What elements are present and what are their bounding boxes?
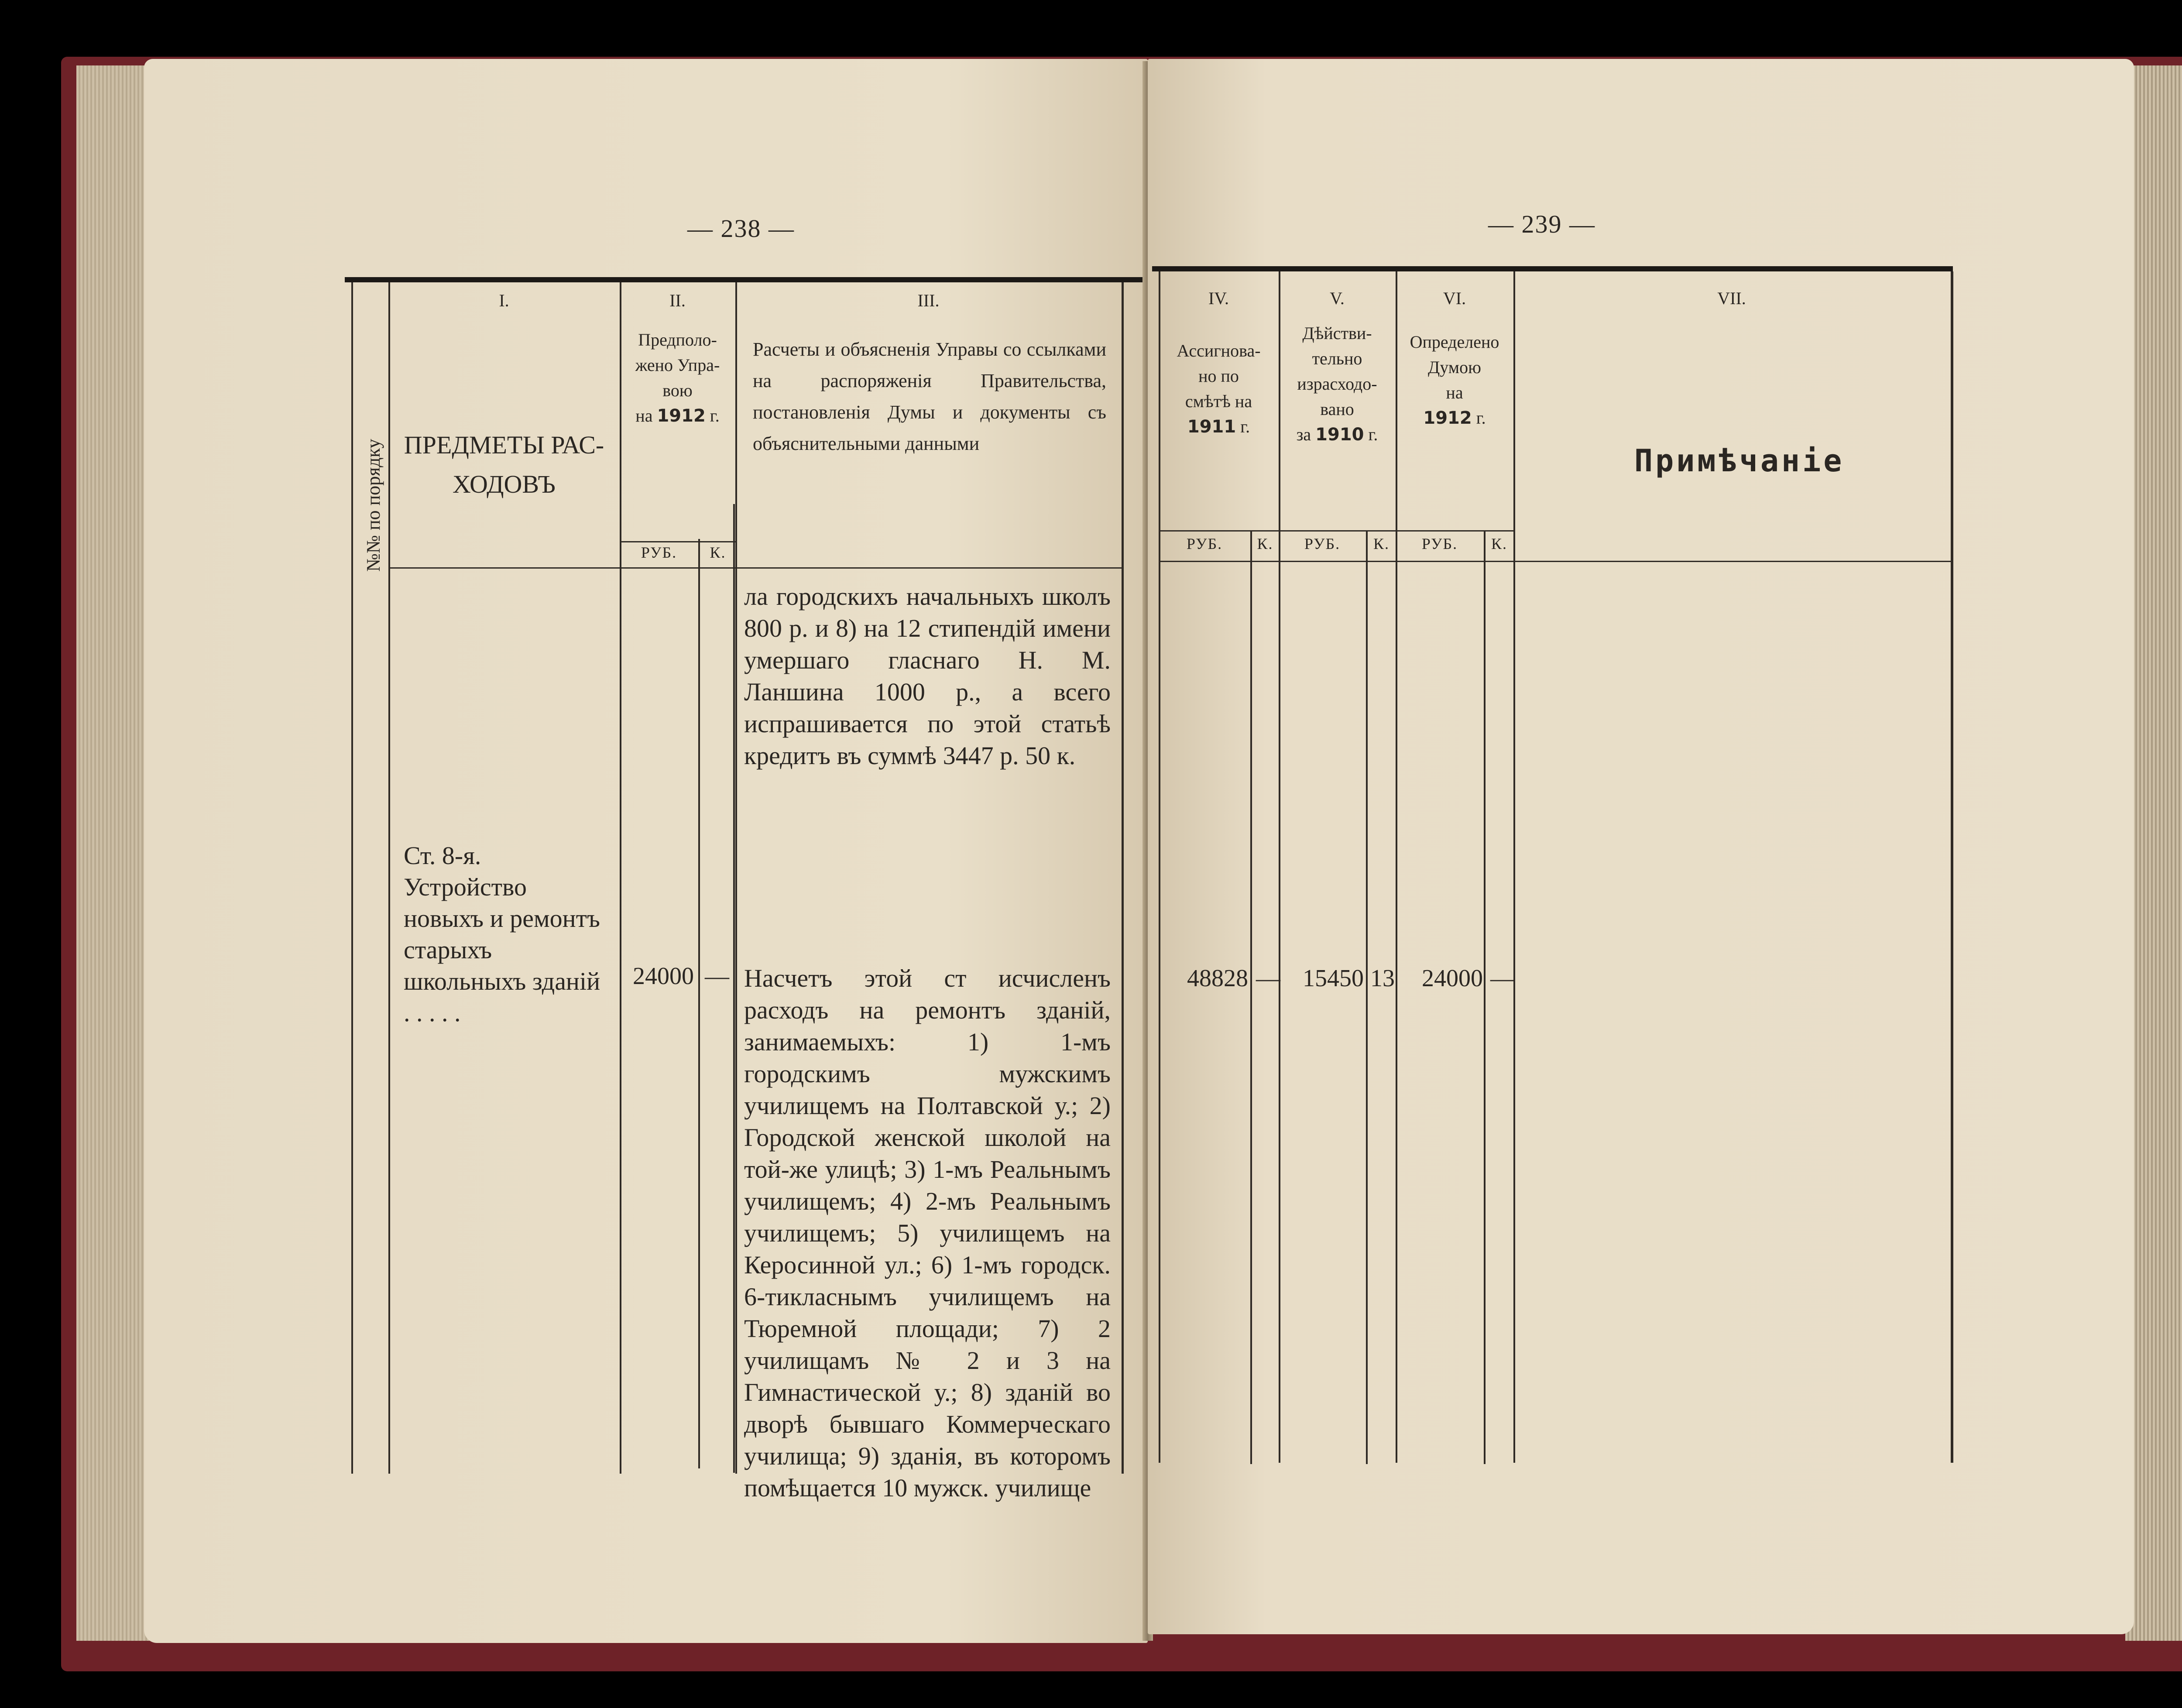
order-number-header: №№ по порядку (363, 439, 384, 572)
column-divider (1122, 282, 1124, 1474)
column-divider (1513, 271, 1515, 1463)
assigned-1911-k: — (1256, 965, 1280, 992)
col2-header: Предполо- жено Упра- вою на 1912 г. (635, 330, 720, 426)
right-page (1148, 59, 2134, 1634)
item-title: Ст. 8-я. Устройство новыхъ и ремонтъ старыхъ школьныхъ зданій . . . . . (404, 841, 600, 1027)
col2-unit-k: К. (710, 544, 726, 561)
left-page (144, 59, 1148, 1643)
col4-roman: IV. (1208, 288, 1229, 308)
table-border-left (351, 282, 353, 1474)
proposed-1912-rub: 24000 (633, 963, 694, 990)
column-divider (1396, 271, 1397, 1463)
col1-roman: I. (499, 291, 509, 310)
col3-roman: III. (917, 291, 940, 310)
kopek-divider (1250, 530, 1252, 1464)
header-bottom-rule (388, 567, 1122, 569)
col2-unit-rub: РУБ. (641, 544, 677, 561)
decided-1912-rub: 24000 (1422, 965, 1483, 992)
table-border-left (1159, 271, 1160, 1463)
col1-title: ПРЕДМЕТЫ РАС-ХОДОВЪ (404, 431, 604, 498)
table-border-right (1951, 271, 1953, 1463)
kopek-divider (733, 504, 735, 1473)
column-divider (735, 282, 737, 1474)
page-number: — 239 — (1488, 210, 1595, 238)
col5-unit-k: К. (1373, 535, 1389, 552)
col4-unit-k: К. (1257, 535, 1273, 552)
spent-1910-rub: 15450 (1303, 965, 1364, 992)
col6-header: Определено Думою на 1912 г. (1410, 332, 1499, 428)
col3-header: Расчеты и объясненія Управы со ссылками на распоряженія Правительства, постановленія Думы и документы съ объяснительными данными (753, 339, 1106, 454)
column-divider (388, 282, 390, 1474)
col4-unit-rub: РУБ. (1186, 535, 1223, 552)
decided-1912-k: — (1490, 965, 1515, 992)
table-top-rule (345, 277, 1274, 282)
column-divider (620, 282, 621, 1474)
col6-unit-rub: РУБ. (1421, 535, 1458, 552)
column-divider (1279, 271, 1280, 1463)
unit-rule (620, 541, 735, 542)
col6-unit-k: К. (1491, 535, 1507, 552)
explanation-text: Насчетъ этой ст исчисленъ расходъ на ремонтъ зданій, занимаемыхъ: 1) 1-мъ городскимъ мужскимъ училищемъ на Полтавской у.; 2) Городской женской школой на той-же улицѣ; 3) 1-мъ Реальнымъ училищемъ; 4) 2-мъ Реальнымъ училищемъ; 5) училищемъ на Керосинной ул.; 6) 1-мъ городск. 6-тикласнымъ училищемъ на Тюремной площади; 7) 2 училищамъ № 2 и 3 на Гимнастической у.; 8) зданій во дворѣ бывшаго Коммерческаго училища; 9) зданія, въ которомъ помѣщается 10 мужск. училище (744, 964, 1111, 1502)
col7-roman: VII. (1717, 288, 1746, 308)
col5-header: Дѣйстви- тельно израсходо- вано за 1910 г. (1296, 323, 1378, 445)
unit-rule (1159, 530, 1513, 532)
kopek-divider (1484, 530, 1486, 1464)
page-number: — 238 — (687, 214, 795, 243)
header-bottom-rule (1159, 561, 1951, 562)
assigned-1911-rub: 48828 (1187, 965, 1248, 992)
proposed-1912-k: — (705, 963, 729, 990)
col5-roman: V. (1330, 288, 1345, 308)
kopek-divider (1366, 530, 1368, 1464)
col4-header: Ассигнова- но по смѣтѣ на 1911 г. (1177, 341, 1261, 437)
spent-1910-k: 13 (1370, 965, 1395, 992)
continuation-text: ла городскихъ начальныхъ школъ 800 р. и 8) на 12 стипендій имени умершаго гласнаго Н. М. Ланшина 1000 р., а всего испрашивается по этой статьѣ кредитъ въ суммѣ 3447 р. 50 к. (744, 582, 1111, 770)
col7-title: Примѣчаніе (1634, 443, 1845, 479)
table-top-rule (1152, 266, 1953, 271)
col2-roman: II. (669, 291, 686, 310)
kopek-divider (698, 539, 700, 1468)
col6-roman: VI. (1443, 288, 1466, 308)
col5-unit-rub: РУБ. (1304, 535, 1341, 552)
